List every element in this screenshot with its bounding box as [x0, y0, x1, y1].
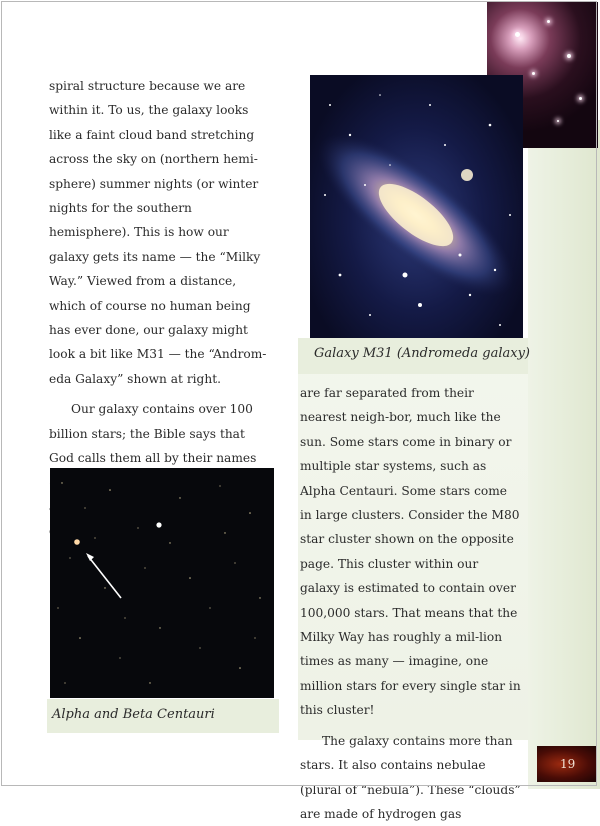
- paragraph-4: The galaxy contains more than stars. It also contains nebulae (plural of “nebula”). These “clouds” are made of hydrogen gas: [300, 733, 521, 821]
- paragraph-3: are far separated from their nearest neigh-bor, much like the sun. Some stars come in binary or multiple star systems, such as Alpha Centauri. Some stars come in large clusters. Consider the M80 star cluster shown on the opposite page. This cluster within our galaxy is estimated to contain over 100,000 stars. That means that the Milky Way has roughly a mil-lion times as many — imagine, one million stars for every single star in this cluster!: [300, 386, 521, 718]
- andromeda-galaxy-illustration: [310, 75, 523, 338]
- andromeda-galaxy-photo: [310, 75, 523, 338]
- star-field-illustration: [50, 468, 274, 698]
- alpha-beta-centauri-photo: [50, 468, 274, 698]
- paragraph-1: spiral structure because we are within it. To us, the galaxy looks like a faint cloud band stretching across the sky on (northern hemi-sphere) summer nights (or winter nights for the southern hemisphere). This is how our galaxy gets its name — the “Milky Way.” Viewed from a distance, which of course no human being has ever done, our galaxy might look a bit like M31 — the “Androm-eda Galaxy” shown at right.: [49, 79, 267, 386]
- caption-centauri: Alpha and Beta Centauri: [52, 707, 215, 722]
- text-column-right: [300, 381, 522, 826]
- caption-m31: Galaxy M31 (Andromeda galaxy): [314, 346, 530, 361]
- page-number: 19: [560, 757, 576, 771]
- decorative-green-band: [528, 120, 600, 789]
- paragraph-2: Our galaxy contains over 100 billion stars; the Bible says that God calls them all by their names: [49, 402, 257, 466]
